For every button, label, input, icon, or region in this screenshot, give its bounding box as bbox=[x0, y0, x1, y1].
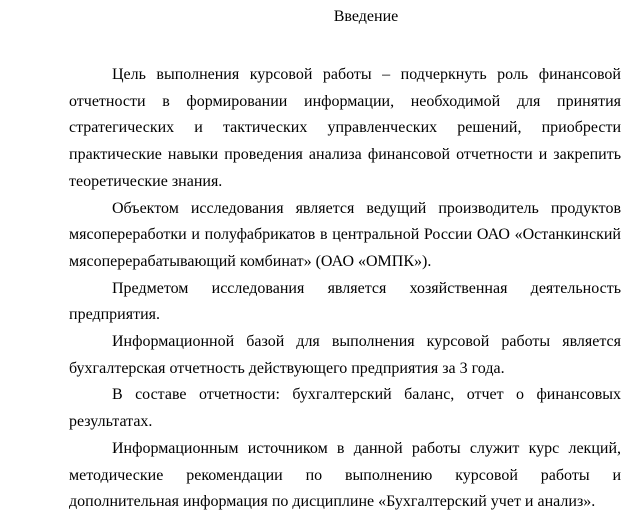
page-title: Введение bbox=[333, 8, 399, 25]
paragraph-object: Объектом исследования является ведущий производитель продуктов мясопереработки и полуфабрикатов в центральной России ОАО «Останкинский мясоперерабатывающий комбинат» (ОАО «ОМПК»). bbox=[69, 199, 621, 270]
paragraph-sources: Информационным источником в данной работы служит курс лекций, методические рекомендации по выполнению курсовой работы и дополнительная информация по дисциплине «Бухгалтерский учет и анализ». bbox=[69, 439, 621, 511]
paragraph-reporting: В составе отчетности: бухгалтерский баланс, отчет о финансовых результатах. bbox=[69, 386, 621, 431]
paragraph-goal: Цель выполнения курсовой работы – подчеркнуть роль финансовой отчетности в формировании информации, необходимой для принятия стратегических и тактических управленческих решений, приобрести практические навыки проведения анализа финансовой отчетности и закрепить теоретические знания. bbox=[69, 66, 621, 190]
document-body bbox=[69, 62, 621, 516]
paragraph-subject: Предметом исследования является хозяйственная деятельность предприятия. bbox=[69, 279, 621, 324]
paragraph-information-base: Информационной базой для выполнения курсовой работы является бухгалтерская отчетность действующего предприятия за 3 года. bbox=[69, 333, 621, 377]
